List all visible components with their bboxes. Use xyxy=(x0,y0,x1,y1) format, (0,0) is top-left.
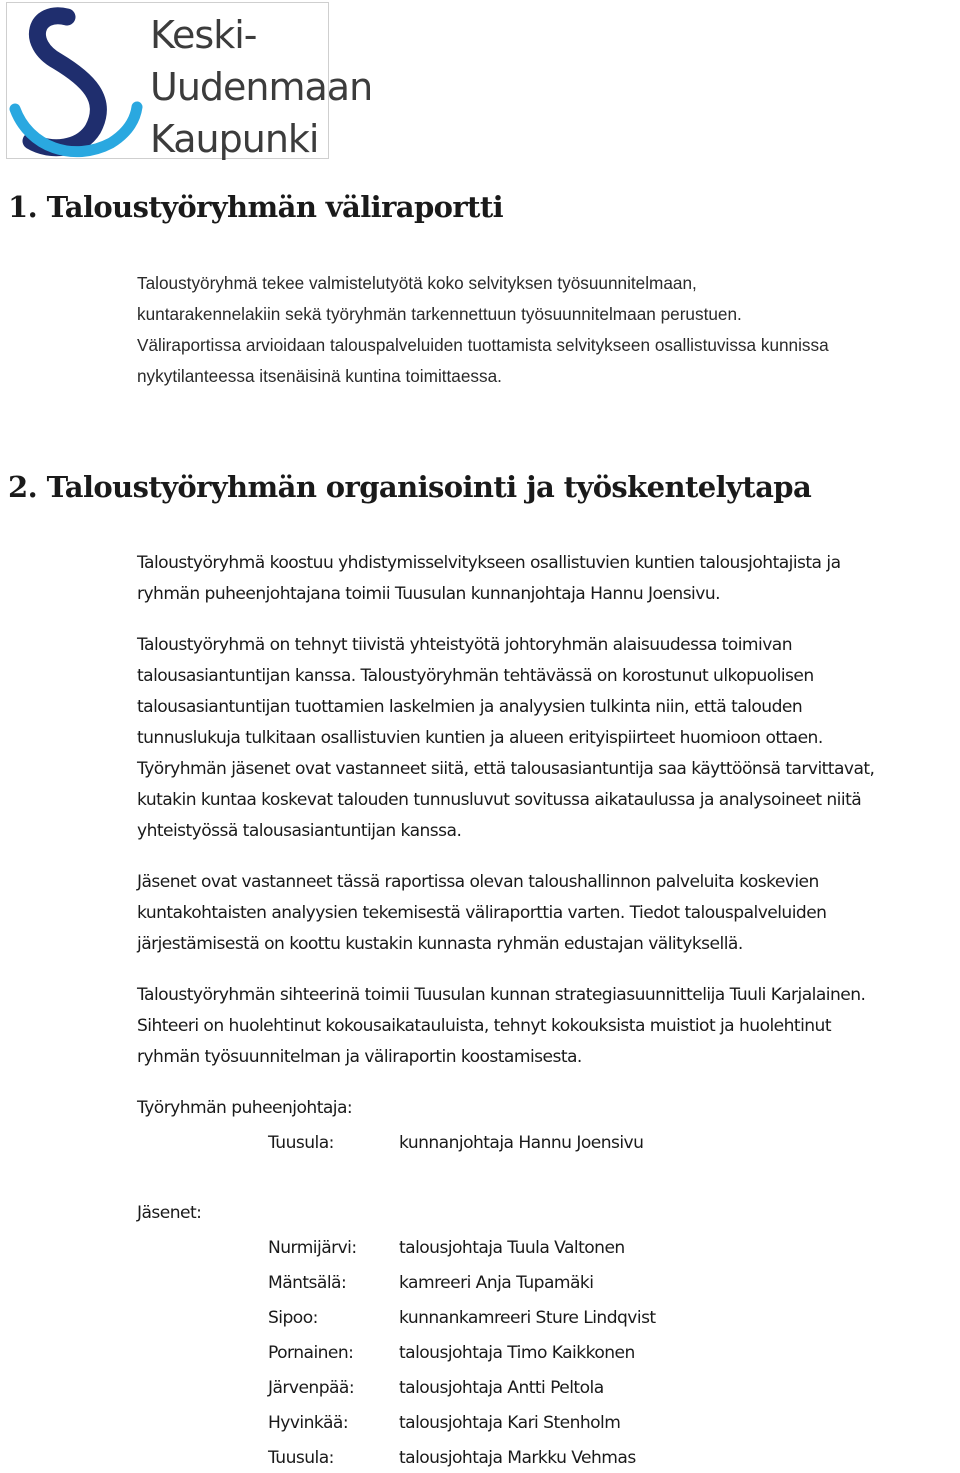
paragraph-line: ryhmän puheenjohtajana toimii Tuusulan kunnanjohtaja Hannu Joensivu. xyxy=(137,584,720,604)
member-place: Tuusula: xyxy=(268,1448,334,1468)
member-place: Hyvinkää: xyxy=(268,1413,349,1433)
section-2-paragraph-3 xyxy=(137,867,959,960)
logo-line-3: Kaupunki xyxy=(150,117,319,161)
members-label: Jäsenet: xyxy=(137,1203,202,1223)
member-person: talousjohtaja Antti Peltola xyxy=(399,1378,604,1398)
member-person: kunnankamreeri Sture Lindqvist xyxy=(399,1308,656,1328)
paragraph-line: Väliraportissa arvioidaan talouspalveluiden tuottamista selvitykseen osallistuvissa kunnissa xyxy=(137,335,829,355)
member-place: Pornainen: xyxy=(268,1343,354,1363)
member-person: talousjohtaja Timo Kaikkonen xyxy=(399,1343,635,1363)
member-place: Sipoo: xyxy=(268,1308,318,1328)
member-place: Mäntsälä: xyxy=(268,1273,347,1293)
paragraph-line: Sihteeri on huolehtinut kokousaikatauluista, tehnyt kokouksista muistiot ja huolehtinut xyxy=(137,1016,831,1036)
section-1-heading: 1. Taloustyöryhmän väliraportti xyxy=(8,190,504,224)
paragraph-line: Taloustyöryhmä tekee valmistelutyötä koko selvityksen työsuunnitelmaan, xyxy=(137,273,697,293)
paragraph-line: Taloustyöryhmä koostuu yhdistymisselvitykseen osallistuvien kuntien talousjohtajista ja xyxy=(137,553,841,573)
member-place: Järvenpää: xyxy=(268,1378,355,1398)
logo-dark-swoosh xyxy=(31,16,98,148)
section-2-paragraph-4 xyxy=(137,980,959,1073)
paragraph-line: talousasiantuntijan tuottamien laskelmien ja analyysien tulkinta niin, että talouden xyxy=(137,697,803,717)
logo-line-1: Keski- xyxy=(150,13,257,57)
logo xyxy=(6,2,373,161)
section-2-heading: 2. Taloustyöryhmän organisointi ja työskentelytapa xyxy=(8,470,812,504)
logo-wordmark xyxy=(150,9,372,165)
logo-s-emblem xyxy=(7,3,147,158)
paragraph-line: ryhmän työsuunnitelman ja väliraportin koostamisesta. xyxy=(137,1047,582,1067)
member-place: Nurmijärvi: xyxy=(268,1238,357,1258)
chair-label: Työryhmän puheenjohtaja: xyxy=(137,1098,353,1118)
chair-place: Tuusula: xyxy=(268,1133,334,1153)
member-person: talousjohtaja Kari Stenholm xyxy=(399,1413,621,1433)
logo-line-2: Uudenmaan xyxy=(150,65,373,109)
paragraph-line: kuntakohtaisten analyysien tekemisestä väliraporttia varten. Tiedot talouspalveluiden xyxy=(137,903,827,923)
paragraph-line: Työryhmän jäsenet ovat vastanneet siitä, että talousasiantuntija saa käyttöönsä tarvittavat, xyxy=(137,759,875,779)
paragraph-line: kutakin kuntaa koskevat talouden tunnusluvut sovitussa aikataulussa ja analysoineet niitä xyxy=(137,790,862,810)
paragraph-line: Taloustyöryhmä on tehnyt tiivistä yhteistyötä johtoryhmän alaisuudessa toimivan xyxy=(137,635,792,655)
paragraph-line: kuntarakennelakiin sekä työryhmän tarkennettuun työsuunnitelmaan perustuen. xyxy=(137,304,742,324)
section-1-paragraph xyxy=(137,268,959,392)
paragraph-line: yhteistyössä talousasiantuntijan kanssa. xyxy=(137,821,462,841)
paragraph-line: talousasiantuntijan kanssa. Taloustyöryhmän tehtävässä on korostunut ulkopuolisen xyxy=(137,666,814,686)
section-2-paragraph-2 xyxy=(137,630,959,847)
paragraph-line: nykytilanteessa itsenäisinä kuntina toimittaessa. xyxy=(137,366,502,386)
paragraph-line: järjestämisestä on koottu kustakin kunnasta ryhmän edustajan välityksellä. xyxy=(137,934,743,954)
paragraph-line: Taloustyöryhmän sihteerinä toimii Tuusulan kunnan strategiasuunnittelija Tuuli Karjalainen. xyxy=(137,985,866,1005)
paragraph-line: tunnuslukuja tulkitaan osallistuvien kuntien ja alueen erityispiirteet huomioon ottaen. xyxy=(137,728,823,748)
member-person: talousjohtaja Markku Vehmas xyxy=(399,1448,636,1468)
section-2-paragraph-1 xyxy=(137,548,959,610)
chair-person: kunnanjohtaja Hannu Joensivu xyxy=(399,1133,644,1153)
member-person: talousjohtaja Tuula Valtonen xyxy=(399,1238,625,1258)
paragraph-line: Jäsenet ovat vastanneet tässä raportissa olevan taloushallinnon palveluita koskevien xyxy=(137,872,819,892)
member-person: kamreeri Anja Tupamäki xyxy=(399,1273,594,1293)
